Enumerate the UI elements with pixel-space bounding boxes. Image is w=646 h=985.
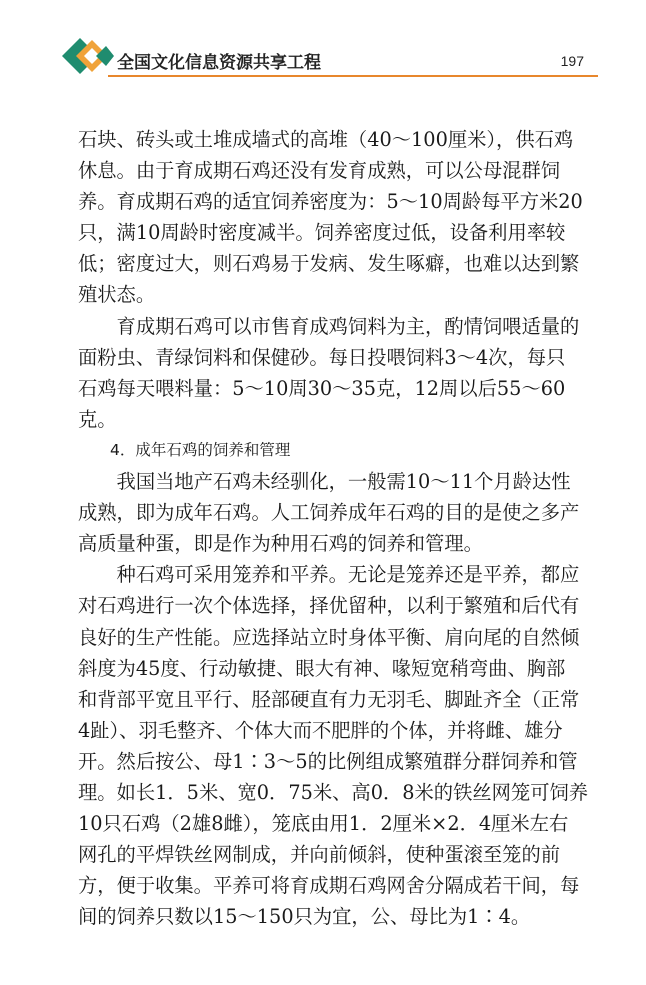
text-line: 休息。由于育成期石鸡还没有发育成熟，可以公母混群饲 [78,159,561,183]
text-line: 网孔的平焊铁丝网制成，并向前倾斜，使种蛋滚至笼的前 [78,843,561,867]
logo-icon [62,38,114,74]
text-line: 养。育成期石鸡的适宜饲养密度为：5～10周龄每平方米20 [78,190,583,214]
text-line: 克。 [78,407,117,431]
text-line: 面粉虫、青绿饲料和保健砂。每日投喂饲料3～4次，每只 [78,345,566,369]
text-line: 良好的生产性能。应选择站立时身体平衡、肩向尾的自然倾 [78,625,580,649]
text-line: 理。如长1．5米、宽0．75米、高0．8米的铁丝网笼可饲养 [78,780,589,804]
body-text [78,124,598,932]
text-line: 我国当地产石鸡未经驯化，一般需10～11个月龄达性 [78,470,571,494]
text-line: 成熟，即为成年石鸡。人工饲养成年石鸡的目的是使之多产 [78,501,580,525]
text-line: 种石鸡可采用笼养和平养。无论是笼养还是平养，都应 [78,563,580,587]
text-line: 4趾）、羽毛整齐、个体大而不肥胖的个体，并将雌、雄分 [78,718,563,742]
section-heading: 4．成年石鸡的饲养和管理 [110,440,291,459]
text-line: 低；密度过大，则石鸡易于发病、发生啄癖，也难以达到繁 [78,252,580,276]
text-line: 斜度为45度、行动敏捷、眼大有神、喙短宽稍弯曲、胸部 [78,656,566,680]
text-line: 殖状态。 [78,283,156,307]
header-rule [108,75,598,77]
text-line: 10只石鸡（2雄8雌），笼底由用1．2厘米×2．4厘米左右 [78,812,569,836]
text-line: 间的饲养只数以15～150只为宜，公、母比为1∶4。 [78,905,531,929]
text-line: 对石鸡进行一次个体选择，择优留种，以利于繁殖和后代有 [78,594,580,618]
text-line: 高质量种蛋，即是作为种用石鸡的饲养和管理。 [78,532,483,556]
text-line: 石鸡每天喂料量：5～10周30～35克，12周以后55～60 [78,376,566,400]
text-line: 只，满10周龄时密度减半。饲养密度过低，设备利用率较 [78,221,566,245]
text-line: 石块、砖头或土堆成墙式的高堆（40～100厘米），供石鸡 [78,128,574,151]
header-title: 全国文化信息资源共享工程 [117,53,321,73]
text-line: 和背部平宽且平行、胫部硬直有力无羽毛、脚趾齐全（正常 [78,687,580,711]
text-line: 开。然后按公、母1∶3～5的比例组成繁殖群分群饲养和管 [78,749,578,773]
text-line: 育成期石鸡可以市售育成鸡饲料为主，酌情饲喂适量的 [78,314,580,338]
page-number: 197 [560,53,584,69]
text-line: 方，便于收集。平养可将育成期石鸡网舍分隔成若干间，每 [78,874,580,898]
page-header [0,0,646,80]
